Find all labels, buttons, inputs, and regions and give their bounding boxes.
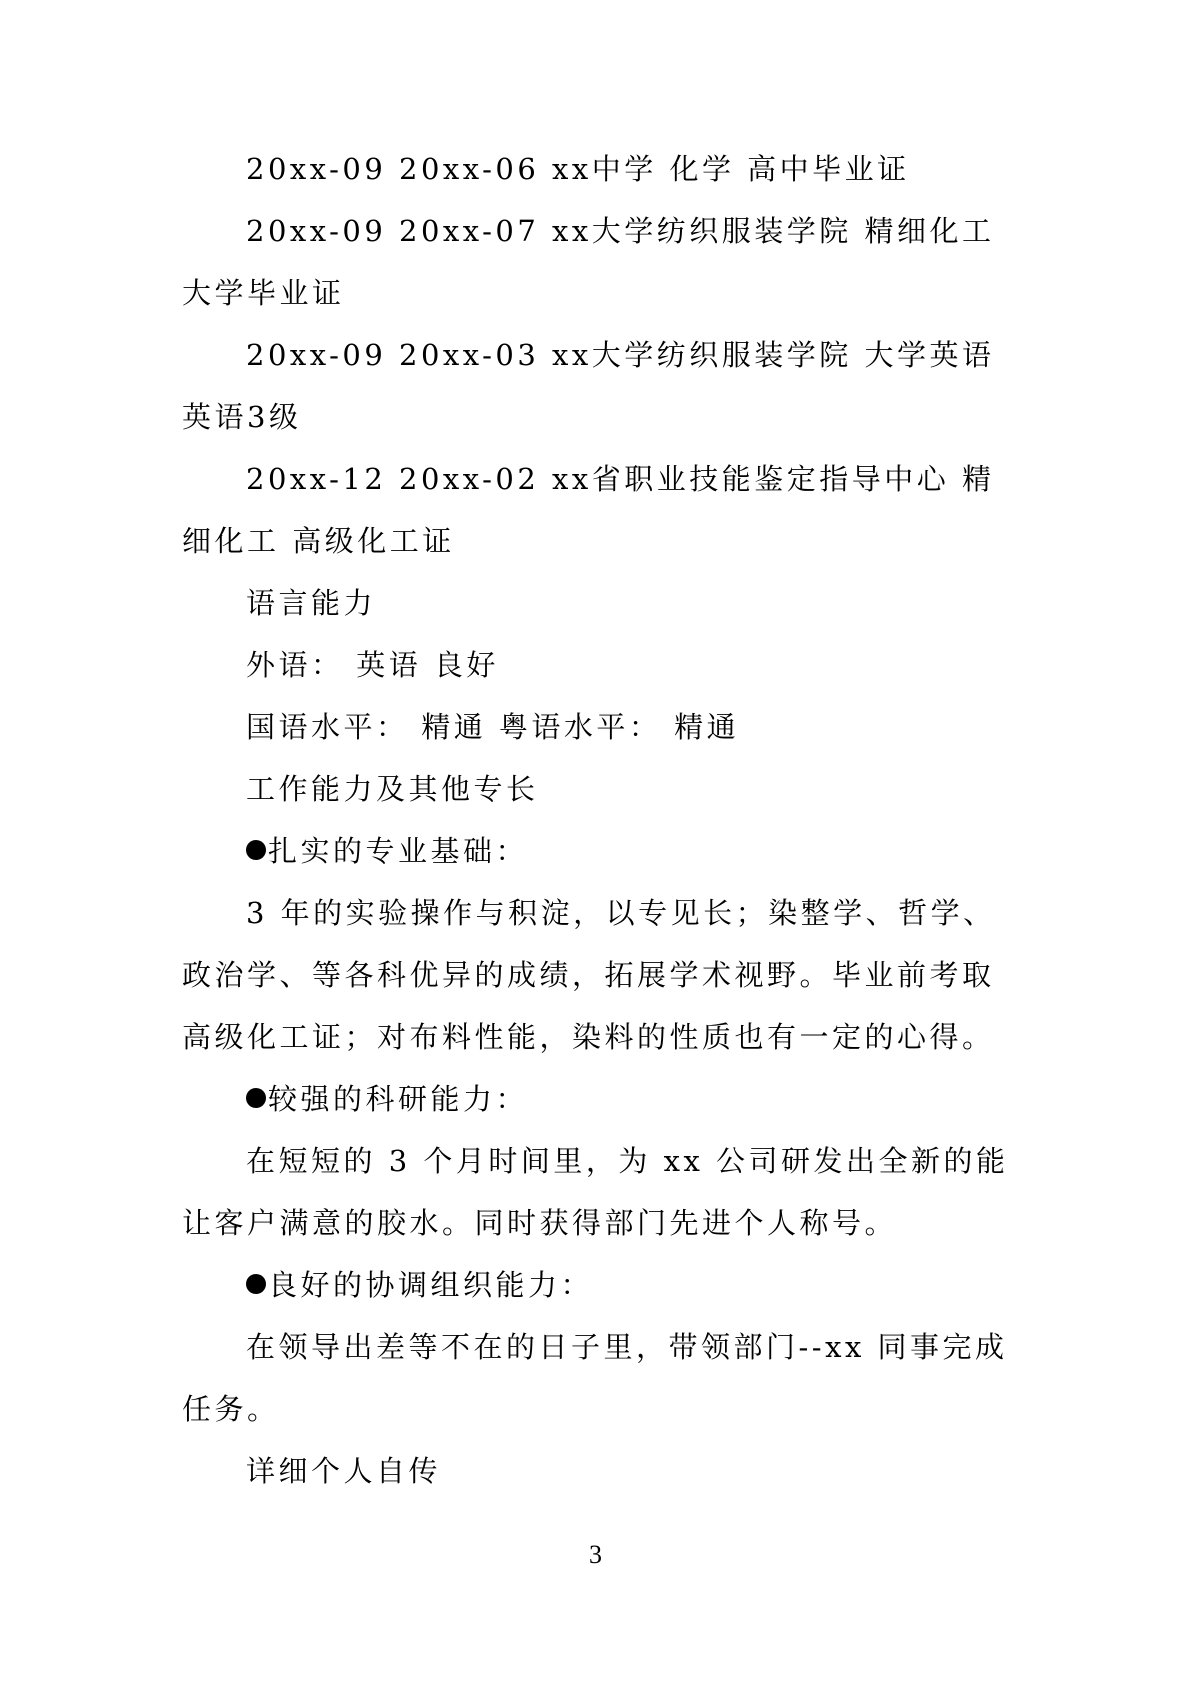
bullet-label-research: 较强的科研能力： (268, 1082, 529, 1116)
page-number: 3 (589, 1540, 602, 1569)
bullet-label-foundation: 扎实的专业基础： (268, 834, 529, 868)
section-heading-autobiography: 详细个人自传 (246, 1454, 442, 1488)
bullet-dot-icon (246, 1088, 266, 1108)
document-body (182, 138, 1014, 1502)
foundation-description: 3 年的实验操作与积淀，以专见长；染整学、哲学、政治学、等各科优异的成绩，拓展学术视野。毕业前考取高级化工证；对布料性能，染料的性质也有一定的心得。 (182, 896, 996, 1054)
dialect-line: 国语水平： 精通 粤语水平： 精通 (246, 710, 740, 744)
education-entry-1: 20xx-09 20xx-06 xx中学 化学 高中毕业证 (246, 152, 910, 186)
bullet-dot-icon (246, 1274, 266, 1294)
bullet-item-foundation (182, 820, 1014, 882)
research-description: 在短短的 3 个月时间里，为 xx 公司研发出全新的能让客户满意的胶水。同时获得部门先进个人称号。 (182, 1144, 1009, 1240)
bullet-item-coordination (182, 1254, 1014, 1316)
section-heading-skills: 工作能力及其他专长 (246, 772, 539, 806)
foreign-language-line: 外语： 英语 良好 (246, 648, 499, 682)
bullet-dot-icon (246, 840, 266, 860)
education-entry-3: 20xx-09 20xx-03 xx大学纺织服装学院 大学英语 英语3级 (182, 338, 995, 434)
section-heading-language: 语言能力 (246, 586, 377, 620)
education-entry-4: 20xx-12 20xx-02 xx省职业技能鉴定指导中心 精细化工 高级化工证 (182, 462, 995, 558)
bullet-item-research (182, 1068, 1014, 1130)
bullet-label-coordination: 良好的协调组织能力： (268, 1268, 594, 1302)
coordination-description: 在领导出差等不在的日子里，带领部门--xx 同事完成任务。 (182, 1330, 1008, 1426)
education-entry-2: 20xx-09 20xx-07 xx大学纺织服装学院 精细化工 大学毕业证 (182, 214, 995, 310)
